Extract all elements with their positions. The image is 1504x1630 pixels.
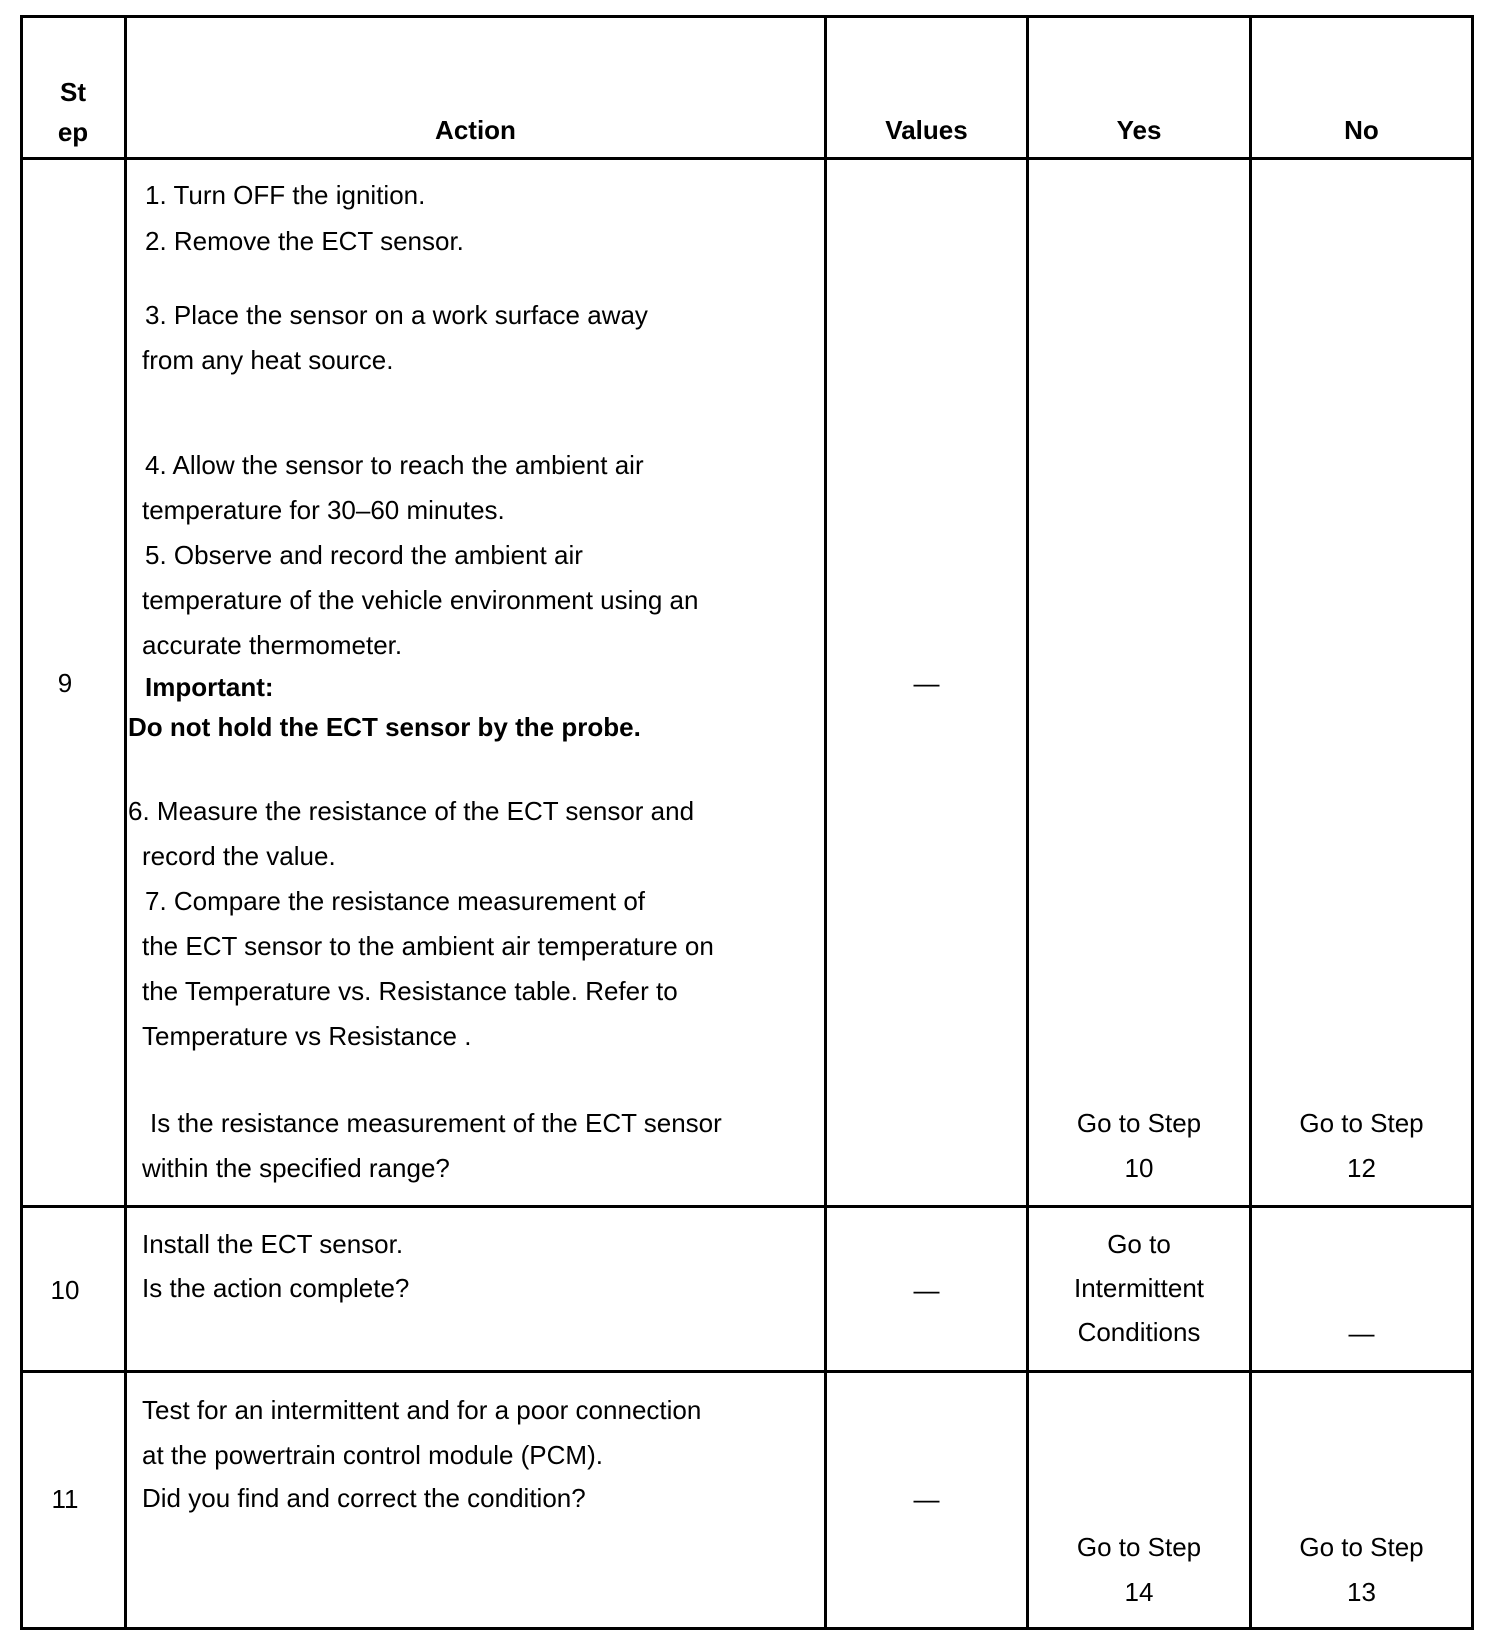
row9-action-line: temperature for 30–60 minutes.	[142, 495, 505, 525]
row10-yes-line1: Go to	[1107, 1229, 1171, 1259]
row9-action-line: from any heat source.	[142, 345, 394, 375]
table-border-top	[20, 15, 1474, 18]
row-divider	[20, 1370, 1474, 1373]
row9-action-line: accurate thermometer.	[142, 630, 403, 660]
row9-action-line: 6. Measure the resistance of the ECT sensor and	[128, 796, 695, 826]
row9-yes-line2: 10	[1124, 1153, 1154, 1183]
row9-action-line: 3. Place the sensor on a work surface away	[145, 300, 648, 330]
header-divider	[20, 157, 1474, 160]
row9-action-line: 1. Turn OFF the ignition.	[145, 180, 426, 210]
row9-action-line: 5. Observe and record the ambient air	[145, 540, 583, 570]
row11-step: 11	[51, 1484, 79, 1514]
row9-values: —	[913, 668, 940, 698]
row10-question-line: Is the action complete?	[142, 1273, 410, 1303]
row10-yes-line3: Conditions	[1077, 1317, 1201, 1347]
row9-question-line: within the specified range?	[142, 1153, 450, 1183]
row11-no-line1: Go to Step	[1299, 1532, 1424, 1562]
table-border-left	[20, 15, 23, 1628]
row9-action-line: record the value.	[142, 841, 336, 871]
row11-question-line: Did you find and correct the condition?	[142, 1483, 586, 1513]
row11-action-line: Test for an intermittent and for a poor connection	[142, 1395, 702, 1425]
row10-values: —	[913, 1275, 940, 1305]
row9-important-label: Important:	[145, 672, 274, 702]
row9-action-line: Temperature vs Resistance .	[142, 1021, 472, 1051]
header-values: Values	[885, 115, 968, 145]
row9-action-line: 2. Remove the ECT sensor.	[145, 226, 464, 256]
row9-action-line: 7. Compare the resistance measurement of	[145, 886, 646, 916]
row9-no-line1: Go to Step	[1299, 1108, 1424, 1138]
row9-action-line: temperature of the vehicle environment using an	[142, 585, 699, 615]
header-action: Action	[435, 115, 516, 145]
row9-step: 9	[57, 668, 73, 698]
row11-no-line2: 13	[1347, 1577, 1376, 1607]
row9-yes-line1: Go to Step	[1076, 1108, 1202, 1138]
row9-action-line: 4. Allow the sensor to reach the ambient air	[145, 450, 644, 480]
column-divider	[1249, 15, 1252, 1628]
row-divider	[20, 1205, 1474, 1208]
row9-question-line: Is the resistance measurement of the ECT sensor	[150, 1108, 722, 1138]
header-no: No	[1344, 115, 1379, 145]
header-yes: Yes	[1116, 115, 1162, 145]
row9-important-note: Do not hold the ECT sensor by the probe.	[128, 712, 641, 742]
row10-step: 10	[50, 1275, 80, 1305]
row11-action-line: at the powertrain control module (PCM).	[142, 1440, 603, 1470]
table-border-right	[1471, 15, 1474, 1628]
row11-values: —	[913, 1484, 940, 1514]
column-divider	[1026, 15, 1029, 1628]
row9-action-line: the ECT sensor to the ambient air temperature on	[142, 931, 714, 961]
column-divider	[124, 15, 127, 1628]
header-step-line2: ep	[57, 117, 89, 147]
column-divider	[824, 15, 827, 1628]
row11-yes-line2: 14	[1124, 1577, 1154, 1607]
row9-action-line: the Temperature vs. Resistance table. Refer to	[142, 976, 678, 1006]
header-step-line1: St	[60, 77, 86, 107]
row10-yes-line2: Intermittent	[1073, 1273, 1205, 1303]
row11-yes-line1: Go to Step	[1076, 1532, 1202, 1562]
row10-action-line: Install the ECT sensor.	[142, 1229, 404, 1259]
row10-no: —	[1348, 1318, 1375, 1348]
row9-no-line2: 12	[1347, 1153, 1376, 1183]
